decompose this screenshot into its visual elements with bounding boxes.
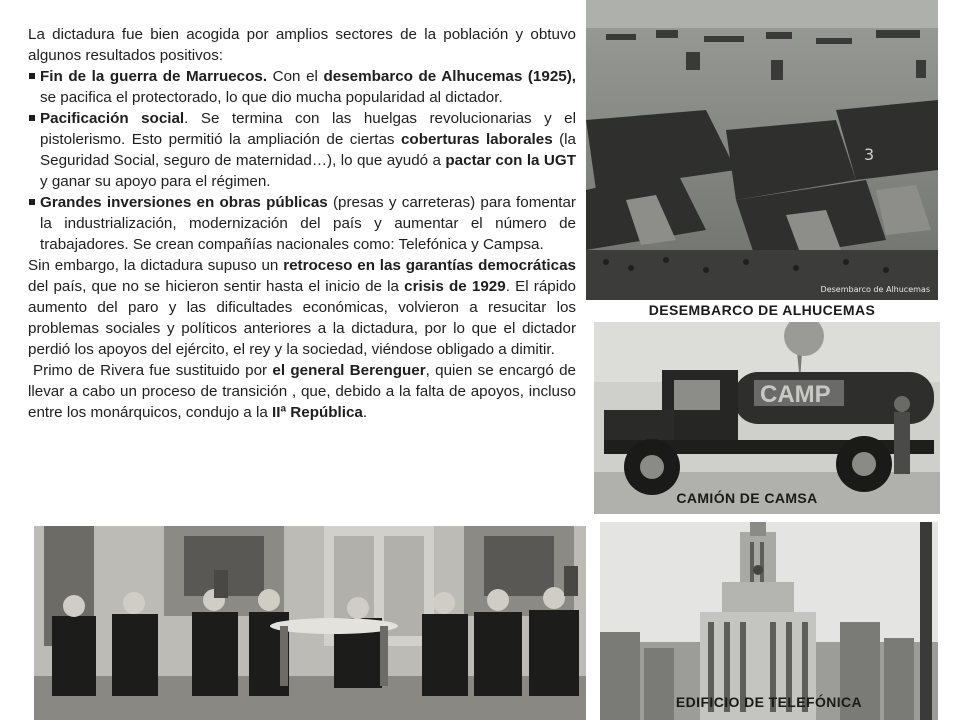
boat-number: 3 — [864, 145, 875, 164]
camsa-photo — [594, 322, 940, 514]
achievements-list — [28, 66, 576, 255]
telefonica-photo — [600, 522, 938, 720]
caption-alhucemas: DESEMBARCO DE ALHUCEMAS — [648, 302, 876, 318]
main-text — [28, 24, 576, 423]
caption-camsa: CAMIÓN DE CAMSA — [676, 490, 818, 506]
photo-watermark: Desembarco de Alhucemas — [820, 285, 930, 294]
list-item-obras-publicas: Grandes inversiones en obras públicas (presas y carreteras) para fomentar la industrialización, modernización del país y aumentar el número de trabajadores. Se crean compañías nacionales como: Telefónica y Campsa. — [28, 192, 576, 255]
retroceso-paragraph: Sin embargo, la dictadura supuso un retroceso en las garantías democráticas del país, que no se hicieron sentir hasta el inicio de la crisis de 1929. El rápido aumento del paro y las dificultades económicas, volvieron a resucitar los problemas sociales y políticos anteriores a la dictadura, por lo que el dictador perdió los apoyos del ejército, el rey y la sociedad, viéndose obligado a dimitir. — [28, 257, 576, 358]
alhucemas-photo — [586, 0, 938, 300]
berenguer-paragraph: Primo de Rivera fue sustituido por el general Berenguer, quien se encargó de llevar a cabo un proceso de transición , que, debido a la falta de apoyos, incluso entre los monárquicos, condujo a la IIª República. — [28, 362, 576, 421]
truck-tank-label: CAMP — [760, 381, 831, 408]
meeting-photo — [34, 526, 586, 720]
list-item-marruecos: Fin de la guerra de Marruecos. Con el desembarco de Alhucemas (1925), se pacifica el protectorado, lo que dio mucha popularidad al dictador. — [28, 66, 576, 108]
intro-paragraph: La dictadura fue bien acogida por amplios sectores de la población y obtuvo algunos resultados positivos: — [28, 26, 576, 64]
caption-telefonica: EDIFICIO DE TELEFÓNICA — [675, 694, 863, 710]
list-item-pacificacion: Pacificación social. Se termina con las huelgas revolucionarias y el pistolerismo. Esto permitió la ampliación de ciertas coberturas laborales (la Seguridad Social, seguro de maternidad…), lo que ayudó a pactar con la UGT y ganar su apoyo para el régimen. — [28, 108, 576, 192]
